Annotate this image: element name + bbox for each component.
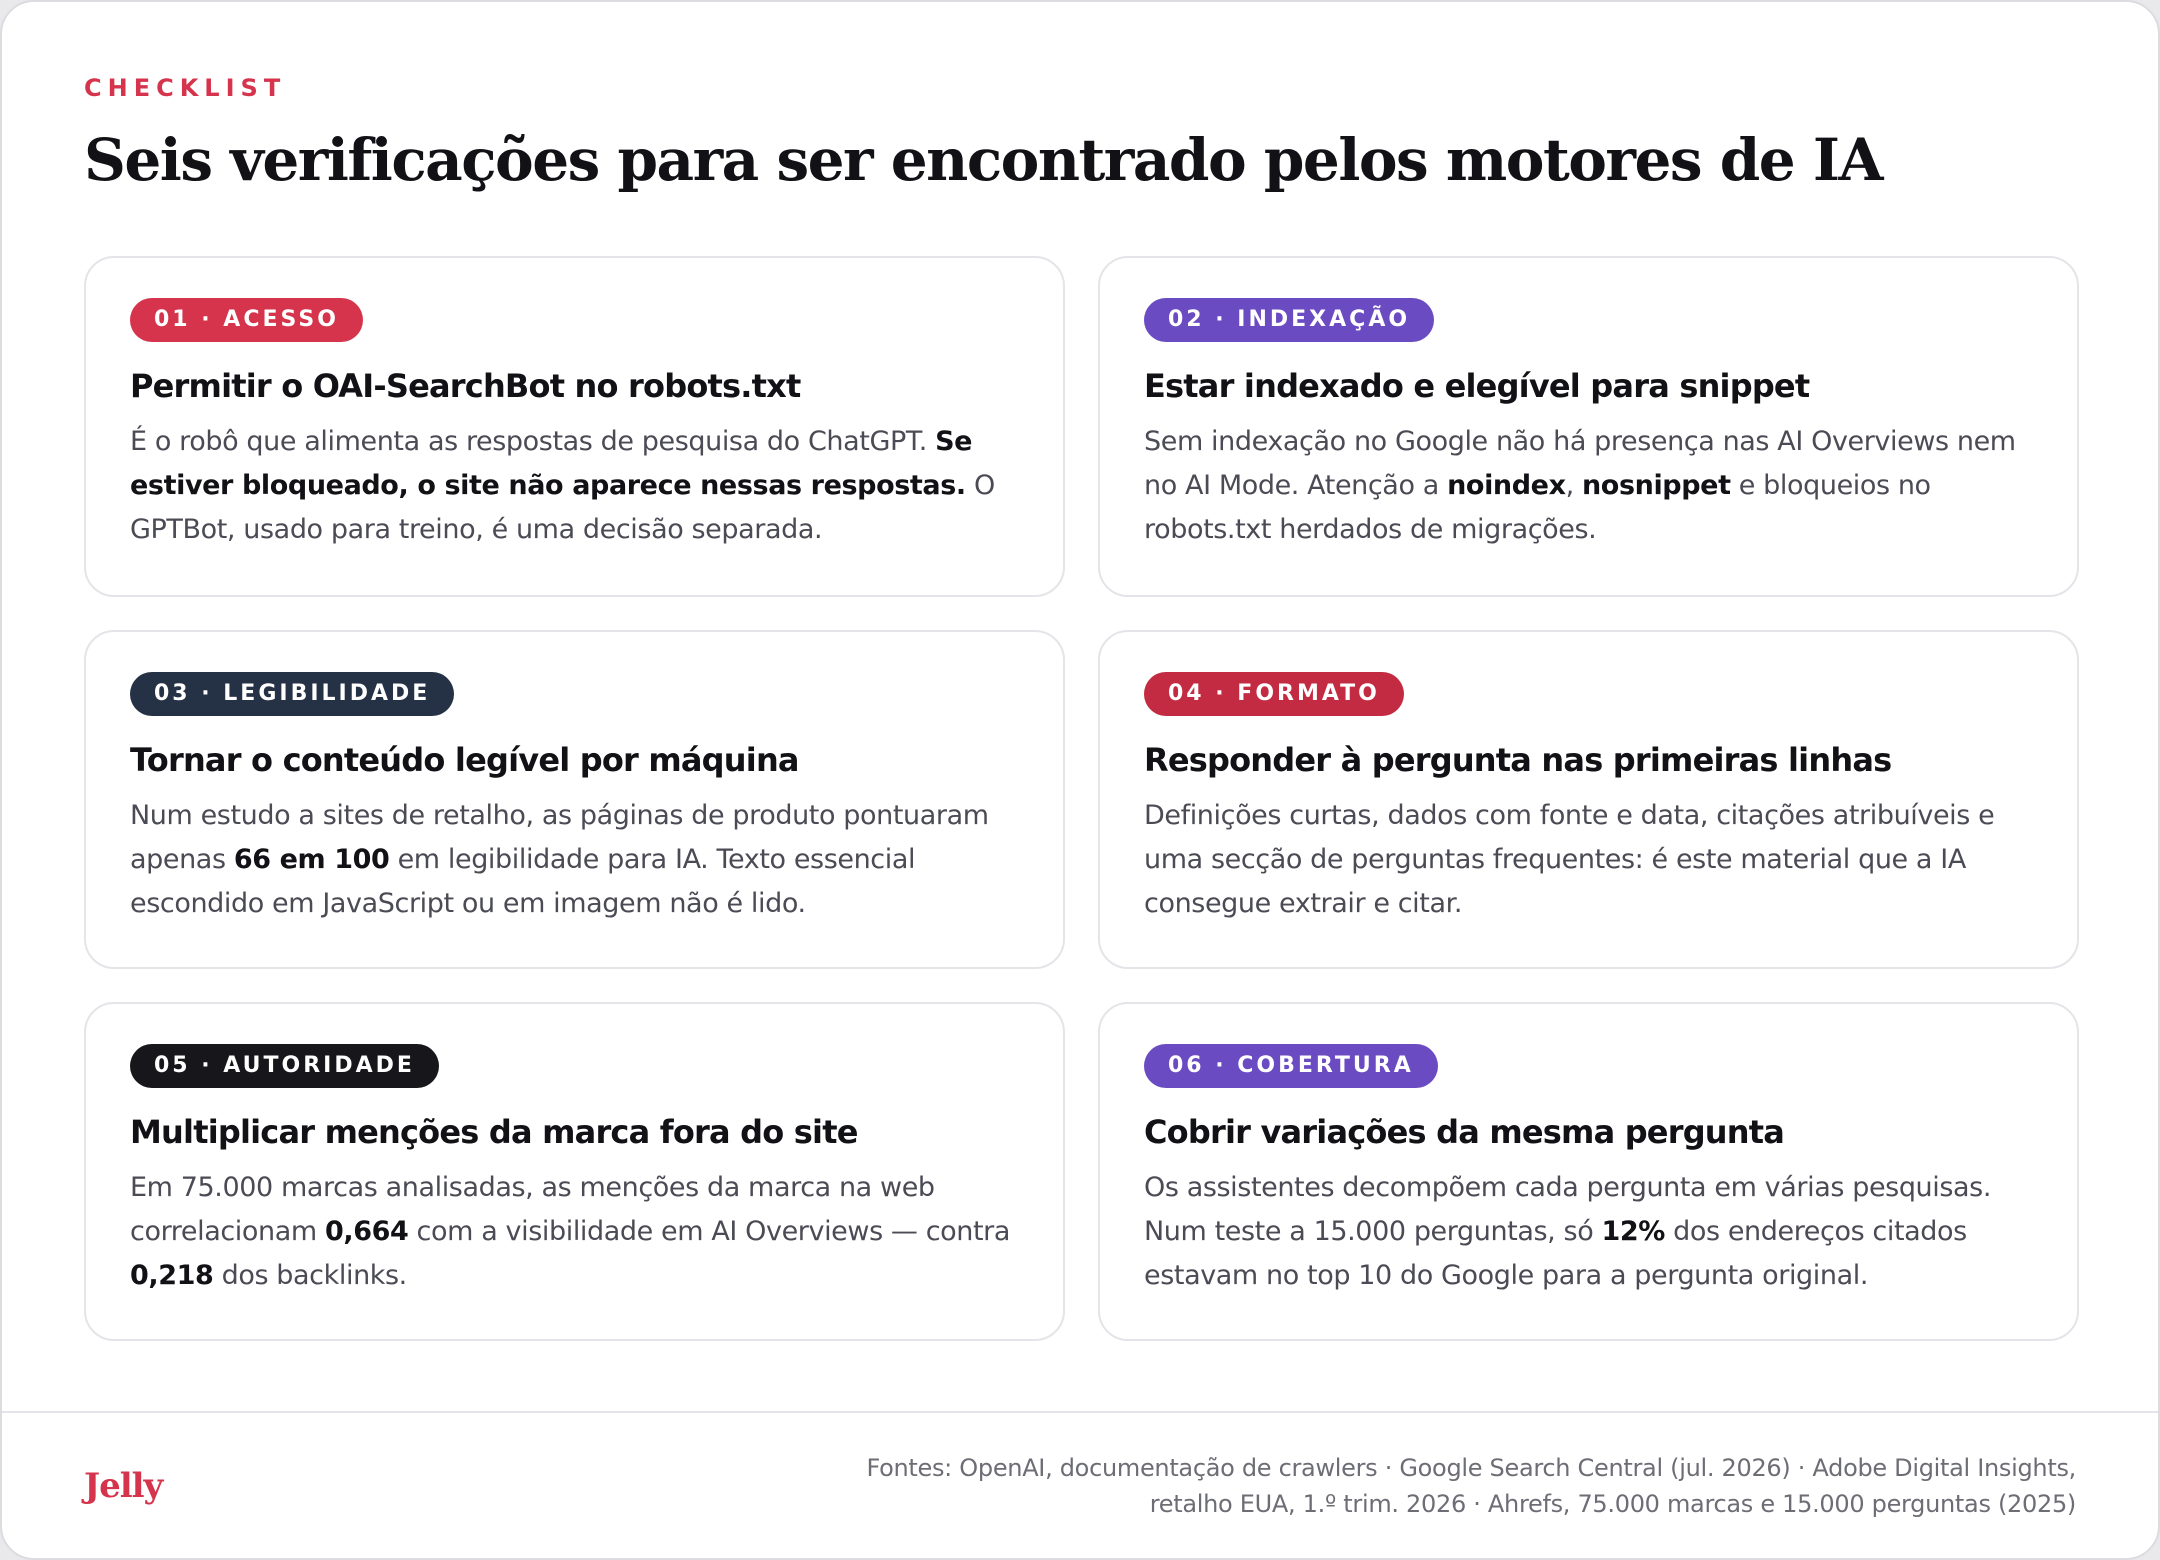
body-text: em legibilidade para IA. Texto essencial escondido em JavaScript ou em imagem não é lido. — [130, 844, 916, 919]
card-badge: 03 · LEGIBILIDADE — [130, 672, 454, 716]
card-title: Multiplicar menções da marca fora do site — [130, 1113, 858, 1151]
card-body — [130, 420, 1030, 552]
sources-note — [576, 1450, 2076, 1522]
body-text: com a visibilidade em AI Overviews — contra — [408, 1216, 1011, 1247]
checklist-card-cobertura — [1098, 1002, 2079, 1341]
card-title: Responder à pergunta nas primeiras linhas — [1144, 741, 1892, 779]
body-text: Num estudo a sites de retalho, as páginas de produto pontuaram apenas — [130, 800, 989, 875]
body-text: Em 75.000 marcas analisadas, as menções da marca na web correlacionam — [130, 1172, 935, 1247]
card-body — [1144, 420, 2044, 552]
page-title: Seis verificações para ser encontrado pelos motores de IA — [84, 126, 1882, 194]
body-text: Sem indexação no Google não há presença nas AI Overviews nem no AI Mode. Atenção a — [1144, 426, 2016, 501]
footer-divider — [2, 1411, 2160, 1413]
checklist-grid — [84, 256, 2079, 1341]
body-text: dos backlinks. — [213, 1260, 407, 1291]
checklist-card-indexacao — [1098, 256, 2079, 597]
sources-line: Fontes: OpenAI, documentação de crawlers · Google Search Central (jul. 2026) · Adobe Digital Insights, — [866, 1454, 2076, 1482]
card-title: Permitir o OAI-SearchBot no robots.txt — [130, 367, 801, 405]
emphasis-text: noindex — [1447, 470, 1566, 501]
card-badge: 01 · ACESSO — [130, 298, 363, 342]
body-text: É o robô que alimenta as respostas de pesquisa do ChatGPT. — [130, 426, 936, 457]
card-badge: 04 · FORMATO — [1144, 672, 1404, 716]
card-body — [130, 794, 1030, 926]
card-body — [1144, 1166, 2044, 1298]
body-text: Os assistentes decompõem cada pergunta em várias pesquisas. Num teste a 15.000 perguntas, só — [1144, 1172, 1992, 1247]
card-title: Estar indexado e elegível para snippet — [1144, 367, 1810, 405]
card-title: Tornar o conteúdo legível por máquina — [130, 741, 799, 779]
card-badge: 06 · COBERTURA — [1144, 1044, 1438, 1088]
checklist-card-autoridade — [84, 1002, 1065, 1341]
sources-line: retalho EUA, 1.º trim. 2026 · Ahrefs, 75.000 marcas e 15.000 perguntas (2025) — [1149, 1490, 2076, 1518]
card-body — [1144, 794, 2044, 926]
card-title: Cobrir variações da mesma pergunta — [1144, 1113, 1785, 1151]
emphasis-text: Se estiver bloqueado, o site não aparece nessas respostas. — [130, 426, 973, 501]
body-text: dos endereços citados estavam no top 10 do Google para a pergunta original. — [1144, 1216, 1967, 1291]
emphasis-text: 0,664 — [324, 1216, 409, 1247]
card-badge: 02 · INDEXAÇÃO — [1144, 298, 1434, 342]
checklist-card-legibilidade — [84, 630, 1065, 969]
emphasis-text: 12% — [1601, 1216, 1665, 1247]
checklist-card-acesso — [84, 256, 1065, 597]
card-badge: 05 · AUTORIDADE — [130, 1044, 439, 1088]
card-body — [130, 1166, 1030, 1298]
emphasis-text: 66 em 100 — [233, 844, 390, 875]
emphasis-text: 0,218 — [130, 1260, 214, 1291]
emphasis-text: nosnippet — [1581, 470, 1731, 501]
body-text: e bloqueios no robots.txt herdados de migrações. — [1144, 470, 1931, 545]
body-text: O GPTBot, usado para treino, é uma decisão separada. — [130, 470, 995, 545]
body-text: Definições curtas, dados com fonte e data, citações atribuíveis e uma secção de perguntas frequentes: é este material que a IA consegue extrair e citar. — [1144, 800, 1995, 919]
checklist-card-formato — [1098, 630, 2079, 969]
brand-logo: Jelly — [84, 1466, 163, 1506]
body-text: , — [1565, 470, 1582, 501]
eyebrow-label: CHECKLIST — [84, 74, 287, 102]
